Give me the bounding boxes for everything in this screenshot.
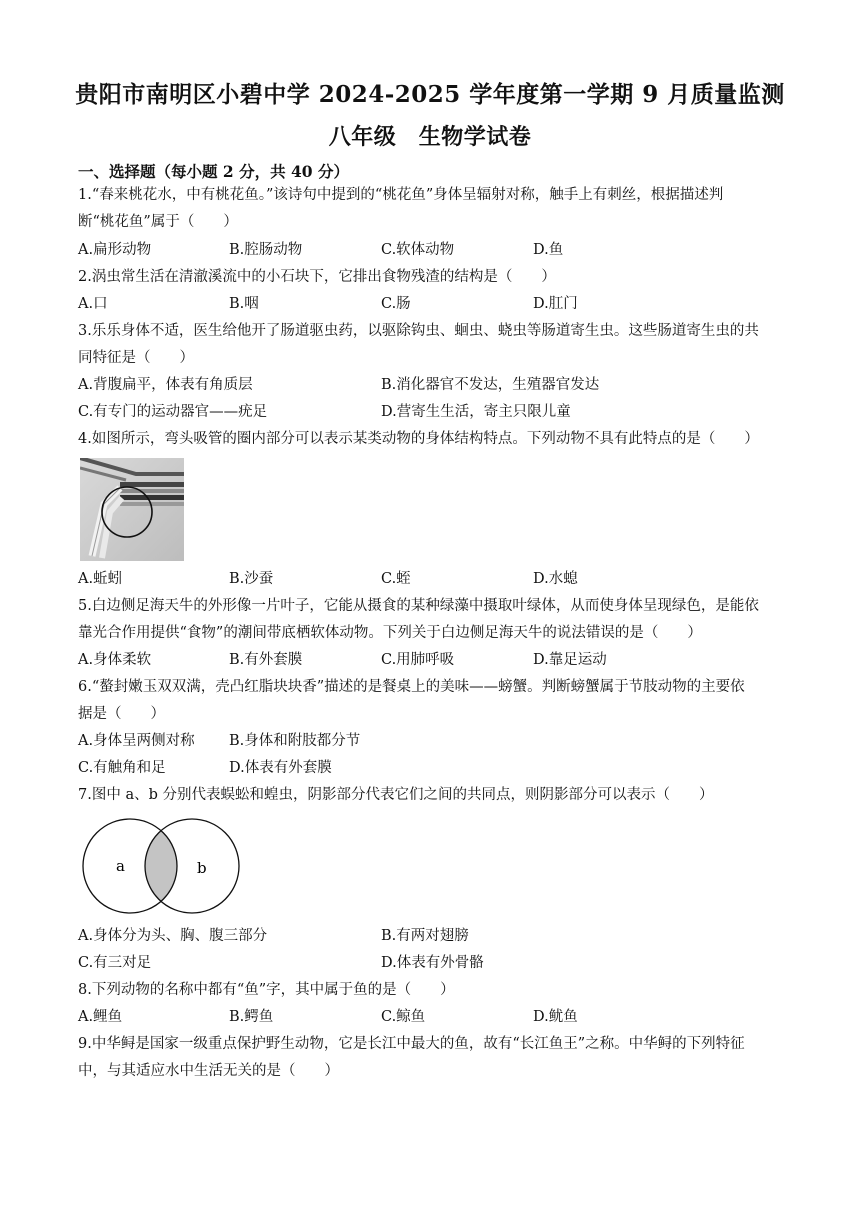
question-5-option-b: B.有外套膜 (229, 652, 303, 668)
question-1-option-d: D.鱼 (533, 242, 564, 258)
bent-straw-figure (80, 458, 184, 561)
question-5-option-d: D.靠足运动 (533, 652, 607, 668)
venn-label-a: a (116, 857, 125, 875)
venn-diagram-figure (78, 814, 244, 918)
question-7-option-a: A.身体分为头、胸、腹三部分 (78, 928, 268, 944)
question-2-option-b: B.咽 (229, 296, 259, 312)
exam-subtitle: 八年级 生物学试卷 (328, 124, 532, 150)
question-4-option-c: C.蛭 (381, 571, 411, 587)
question-3-option-d: D.营寄生生活，寄主只限儿童 (381, 404, 571, 420)
question-7-option-d: D.体表有外骨骼 (381, 955, 484, 971)
question-3-option-b: B.消化器官不发达，生殖器官发达 (381, 377, 600, 393)
question-5-option-a: A.身体柔软 (78, 652, 152, 668)
question-9-text-line-1: 9.中华鲟是国家一级重点保护野生动物，它是长江中最大的鱼，故有“长江鱼王”之称。中华鲟的下列特征 (78, 1036, 745, 1052)
question-1-option-a: A.扁形动物 (78, 242, 152, 258)
question-7-option-c: C.有三对足 (78, 955, 152, 971)
question-4-text-line-1: 4.如图所示，弯头吸管的圈内部分可以表示某类动物的身体结构特点。下列动物不具有此特点的是（ ） (78, 431, 759, 447)
question-3-text-line-2: 同特征是（ ） (78, 350, 194, 366)
question-6-option-d: D.体表有外套膜 (229, 760, 332, 776)
question-4-option-a: A.蚯蚓 (78, 571, 123, 587)
question-8-option-a: A.鲤鱼 (78, 1009, 123, 1025)
question-6-option-c: C.有触角和足 (78, 760, 166, 776)
question-8-option-c: C.鲸鱼 (381, 1009, 426, 1025)
question-4-option-d: D.水螅 (533, 571, 578, 587)
question-3-option-c: C.有专门的运动器官——疣足 (78, 404, 268, 420)
question-2-option-a: A.口 (78, 296, 108, 312)
section-heading: 一、选择题（每小题 2 分，共 40 分） (78, 162, 349, 181)
venn-label-b: b (197, 859, 207, 877)
question-3-option-a: A.背腹扁平，体表有角质层 (78, 377, 253, 393)
question-7-option-b: B.有两对翅膀 (381, 928, 469, 944)
question-2-option-d: D.肛门 (533, 296, 578, 312)
question-1-text-line-2: 断“桃花鱼”属于（ ） (78, 214, 238, 230)
question-6-option-b: B.身体和附肢都分节 (229, 733, 361, 749)
question-6-option-a: A.身体呈两侧对称 (78, 733, 195, 749)
question-6-text-line-2: 据是（ ） (78, 706, 165, 722)
question-5-text-line-1: 5.白边侧足海天牛的外形像一片叶子，它能从摄食的某种绿藻中摄取叶绿体，从而使身体呈现绿色，是能依 (78, 598, 759, 614)
question-8-option-d: D.鱿鱼 (533, 1009, 578, 1025)
exam-title: 贵阳市南明区小碧中学 2024-2025 学年度第一学期 9 月质量监测 (75, 81, 785, 108)
question-8-option-b: B.鳄鱼 (229, 1009, 274, 1025)
question-2-text-line-1: 2.涡虫常生活在清澈溪流中的小石块下，它排出食物残渣的结构是（ ） (78, 269, 556, 285)
question-8-text-line-1: 8.下列动物的名称中都有“鱼”字，其中属于鱼的是（ ） (78, 982, 455, 998)
question-1-option-c: C.软体动物 (381, 242, 455, 258)
question-2-option-c: C.肠 (381, 296, 411, 312)
question-1-option-b: B.腔肠动物 (229, 242, 303, 258)
question-1-text-line-1: 1.“春来桃花水，中有桃花鱼。”该诗句中提到的“桃花鱼”身体呈辐射对称，触手上有刺丝，根据描述判 (78, 187, 724, 203)
question-4-option-b: B.沙蚕 (229, 571, 274, 587)
question-7-text-line-1: 7.图中 a、b 分别代表蜈蚣和蝗虫，阴影部分代表它们之间的共同点，则阴影部分可以表示（ ） (78, 787, 714, 803)
question-6-text-line-1: 6.“螯封嫩玉双双满，壳凸红脂块块香”描述的是餐桌上的美味——螃蟹。判断螃蟹属于节肢动物的主要依 (78, 679, 745, 695)
question-5-option-c: C.用肺呼吸 (381, 652, 455, 668)
question-3-text-line-1: 3.乐乐身体不适，医生给他开了肠道驱虫药，以驱除钩虫、蛔虫、蛲虫等肠道寄生虫。这些肠道寄生虫的共 (78, 323, 759, 339)
question-9-text-line-2: 中，与其适应水中生活无关的是（ ） (78, 1063, 339, 1079)
question-5-text-line-2: 靠光合作用提供“食物”的潮间带底栖软体动物。下列关于白边侧足海天牛的说法错误的是（ ） (78, 625, 702, 641)
